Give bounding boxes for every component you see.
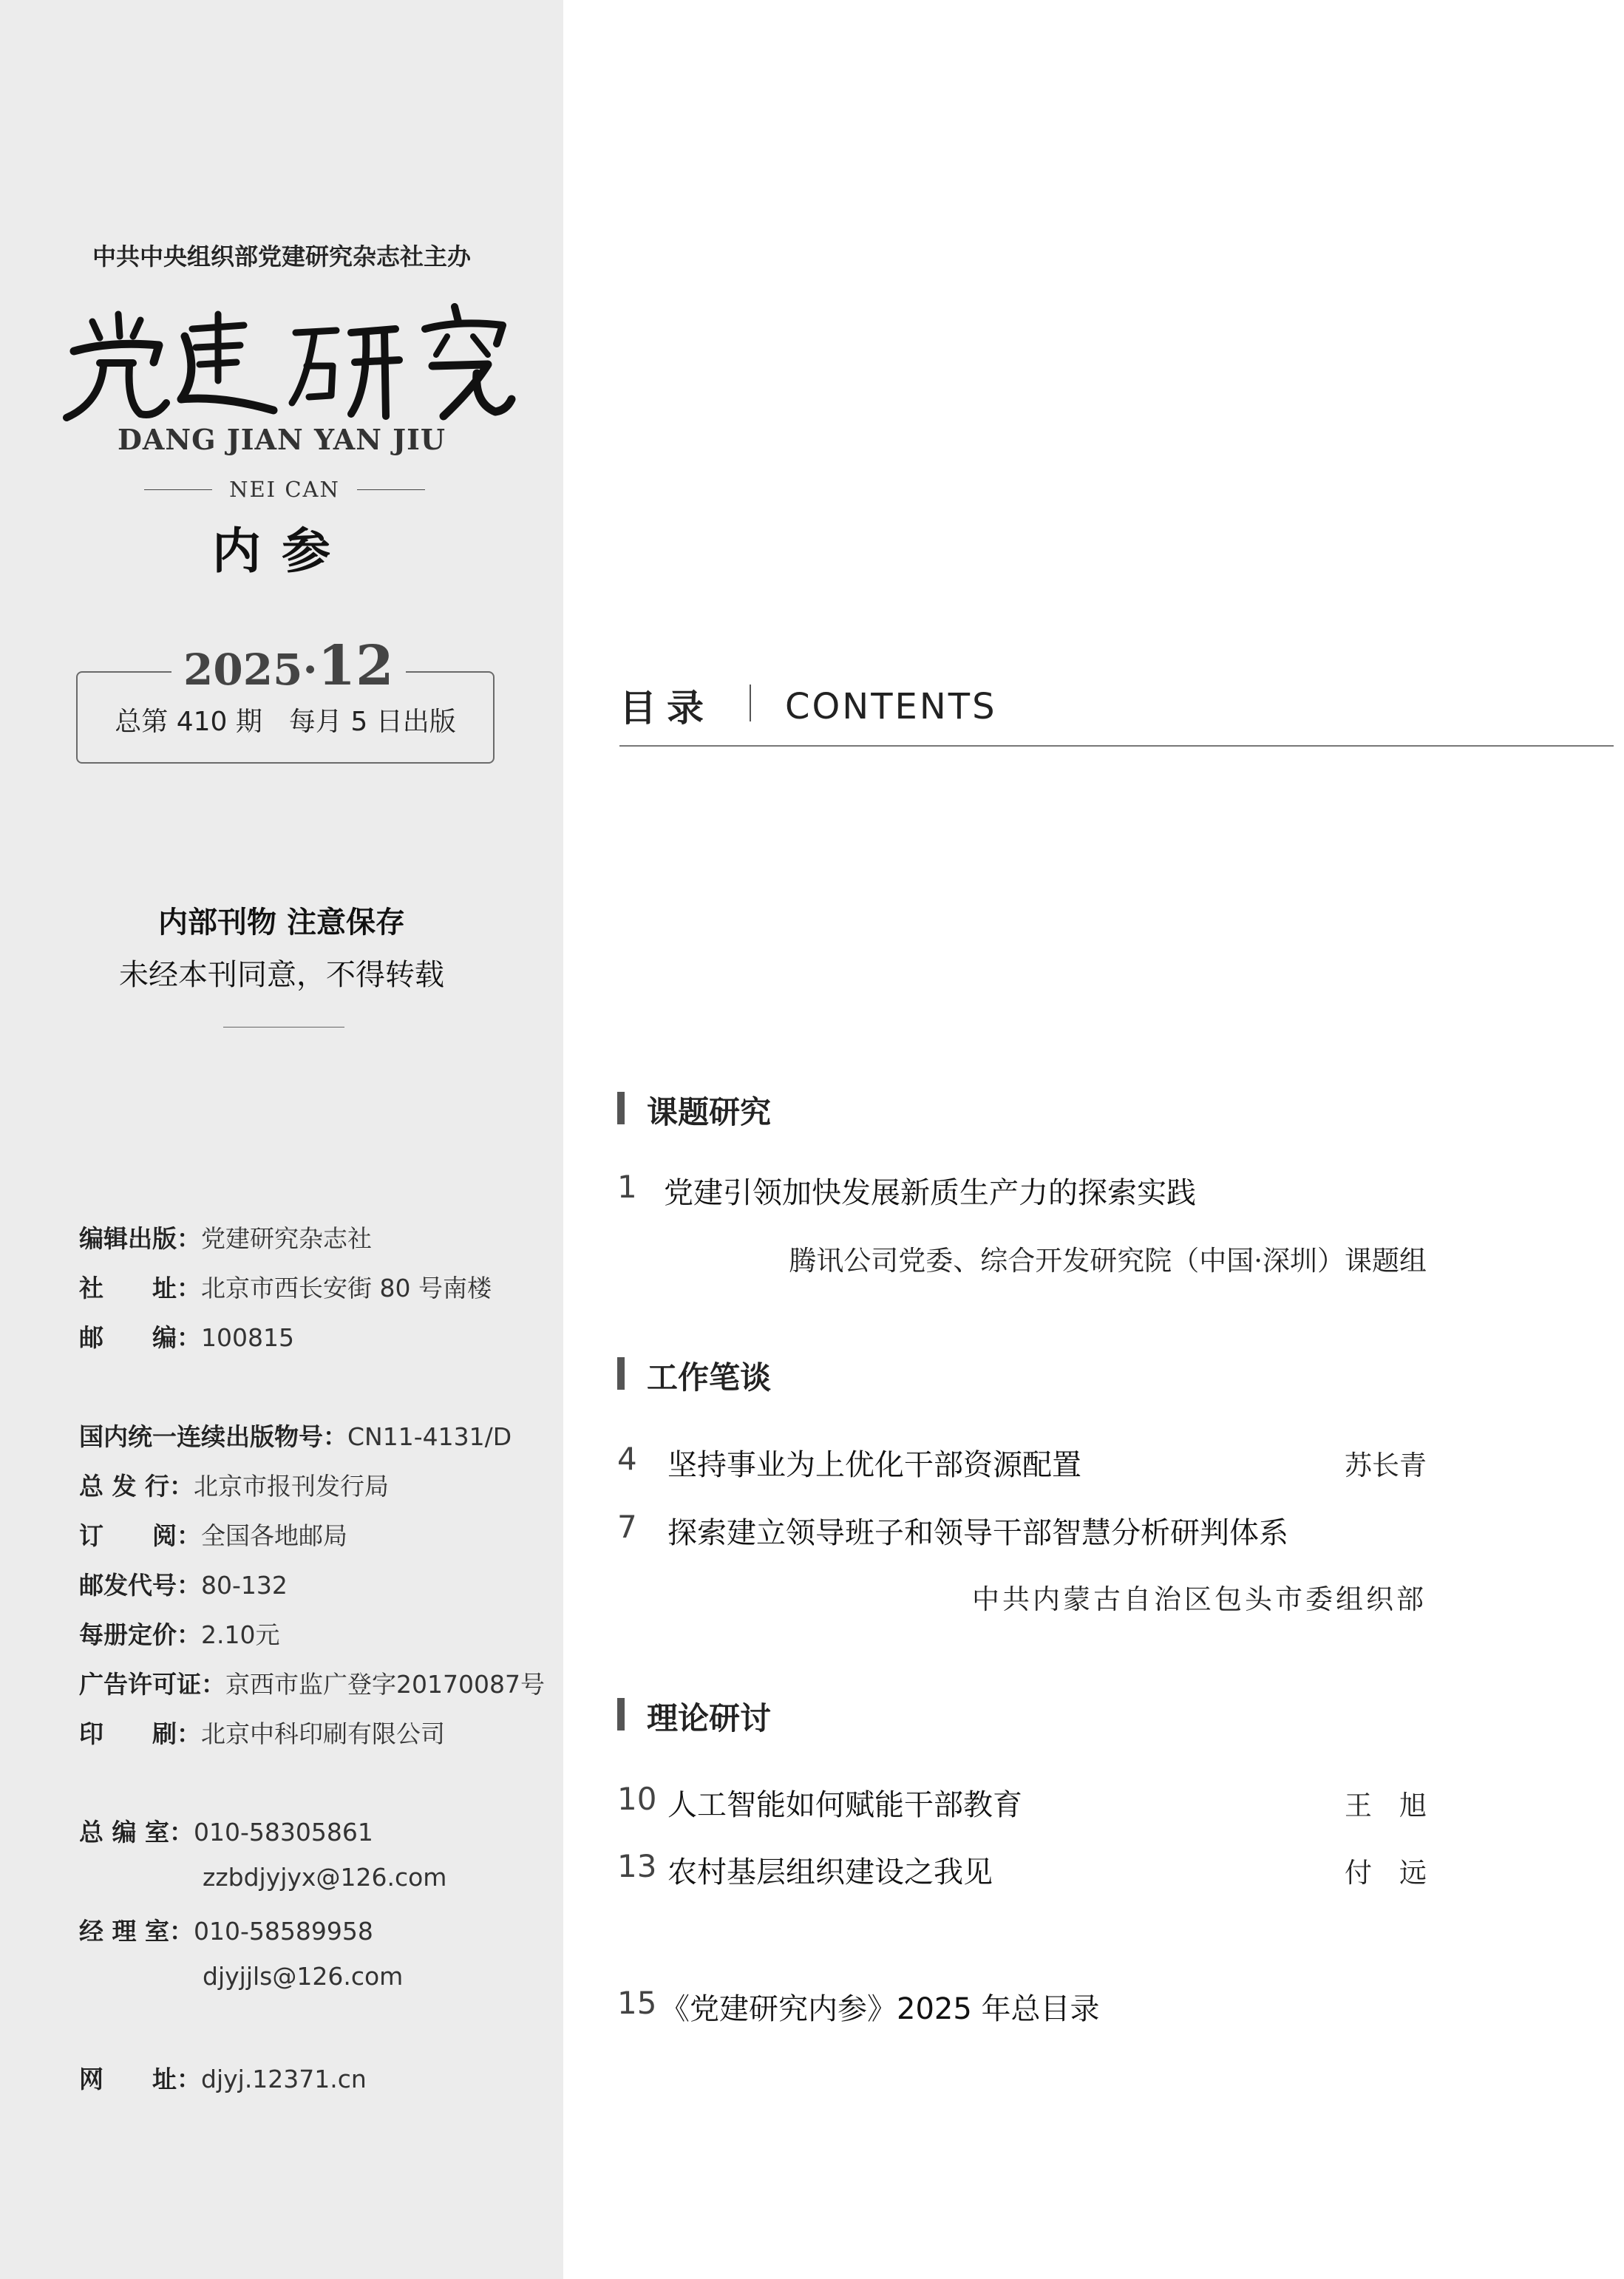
info-label: 社 址：	[79, 1274, 201, 1302]
info-subscription	[79, 1517, 347, 1552]
section-title: 理论研讨	[647, 1700, 772, 1736]
article-title[interactable]: 坚持事业为上优化干部资源配置	[667, 1448, 1081, 1482]
info-manager-office	[79, 1912, 373, 1947]
info-printer	[79, 1715, 445, 1750]
article-page: 4	[617, 1441, 637, 1477]
info-value: 010-58589958	[193, 1917, 373, 1946]
section-marker	[617, 1092, 625, 1124]
info-label: 邮发代号：	[79, 1571, 201, 1600]
info-label: 经 理 室：	[79, 1917, 194, 1946]
info-value: 010-58305861	[193, 1818, 373, 1847]
info-value: 北京市西长安街 80 号南楼	[201, 1274, 492, 1302]
info-label: 广告许可证：	[79, 1670, 225, 1699]
info-label: 印 刷：	[79, 1719, 201, 1748]
issue-dot: ·	[302, 645, 318, 695]
calligraphy-logo	[59, 292, 517, 432]
info-editorial-office	[79, 1813, 373, 1848]
info-value: 2.10元	[201, 1620, 280, 1649]
article-author: 付 远	[1345, 1857, 1427, 1889]
article-page: 10	[617, 1781, 657, 1817]
info-value: djyj.12371.cn	[201, 2065, 367, 2093]
info-label: 编辑出版：	[79, 1224, 201, 1253]
neican-row	[144, 477, 425, 502]
neican-cn: 内参	[212, 522, 351, 580]
info-value: 100815	[201, 1323, 294, 1352]
issue-year: 2025	[183, 645, 303, 695]
info-value: 北京中科印刷有限公司	[201, 1719, 445, 1748]
info-label: 网 址：	[79, 2065, 201, 2093]
article-title[interactable]: 党建引领加快发展新质生产力的探索实践	[664, 1176, 1196, 1210]
article-page: 13	[617, 1848, 657, 1884]
info-label: 国内统一连续出版物号：	[79, 1422, 347, 1451]
article-author: 王 旭	[1345, 1790, 1427, 1821]
info-price	[79, 1616, 279, 1651]
info-editorial-email	[203, 1863, 446, 1892]
info-label: 总 编 室：	[79, 1818, 194, 1847]
toc-title-cn: 目录	[619, 687, 714, 730]
info-value: 党建研究杂志社	[201, 1224, 372, 1253]
info-issn	[79, 1418, 512, 1453]
article-title[interactable]: 《党建研究内参》2025 年总目录	[660, 1992, 1100, 2026]
article-title[interactable]: 人工智能如何赋能干部教育	[667, 1788, 1022, 1822]
article-page: 15	[617, 1985, 657, 2021]
divider	[223, 1027, 344, 1028]
info-editor	[79, 1220, 372, 1254]
info-value: 京西市监广登字20170087号	[225, 1670, 545, 1699]
issue-title	[171, 634, 406, 698]
info-postcode	[79, 1319, 294, 1354]
section-marker	[617, 1698, 625, 1731]
divider	[750, 685, 751, 721]
info-value: djyjjls@126.com	[203, 1962, 404, 1991]
info-label: 每册定价：	[79, 1620, 201, 1649]
issue-number: 12	[317, 634, 394, 698]
toc-title-en: CONTENTS	[785, 686, 997, 727]
article-author: 中共内蒙古自治区包头市委组织部	[972, 1583, 1427, 1615]
info-label: 订 阅：	[79, 1521, 201, 1550]
article-page: 7	[617, 1509, 637, 1545]
info-value: CN11-4131/D	[347, 1422, 512, 1451]
notice-internal: 内部刊物 注意保存	[158, 906, 405, 940]
sponsor-line: 中共中央组织部党建研究杂志社主办	[92, 242, 471, 271]
section-title: 课题研究	[647, 1094, 772, 1130]
info-label: 总 发 行：	[79, 1472, 194, 1501]
info-value: 北京市报刊发行局	[193, 1472, 389, 1501]
info-address	[79, 1269, 492, 1304]
toc-rule	[619, 745, 1614, 747]
info-label: 邮 编：	[79, 1323, 201, 1352]
info-distributor	[79, 1467, 389, 1502]
info-ad-license	[79, 1665, 545, 1700]
info-value: zzbdjyjyx@126.com	[203, 1863, 447, 1892]
cover-sidebar	[0, 0, 563, 2279]
issue-info: 总第 410 期 每月 5 日出版	[115, 707, 456, 737]
article-title[interactable]: 农村基层组织建设之我见	[667, 1855, 993, 1889]
article-author: 苏长青	[1345, 1450, 1427, 1481]
info-manager-email	[203, 1962, 403, 1991]
brand-pinyin: DANG JIAN YAN JIU	[117, 423, 446, 456]
section-title: 工作笔谈	[647, 1359, 772, 1396]
info-postal-code	[79, 1566, 288, 1601]
info-value: 全国各地邮局	[201, 1521, 347, 1550]
section-marker	[617, 1357, 625, 1390]
info-value: 80-132	[201, 1571, 288, 1600]
info-website	[79, 2060, 367, 2095]
divider	[357, 489, 425, 490]
neican-en: NEI CAN	[229, 477, 340, 502]
article-title[interactable]: 探索建立领导班子和领导干部智慧分析研判体系	[667, 1516, 1288, 1550]
article-author: 腾讯公司党委、综合开发研究院（中国·深圳）课题组	[789, 1245, 1427, 1277]
notice-copyright: 未经本刊同意，不得转载	[119, 958, 444, 992]
article-page: 1	[617, 1169, 637, 1205]
